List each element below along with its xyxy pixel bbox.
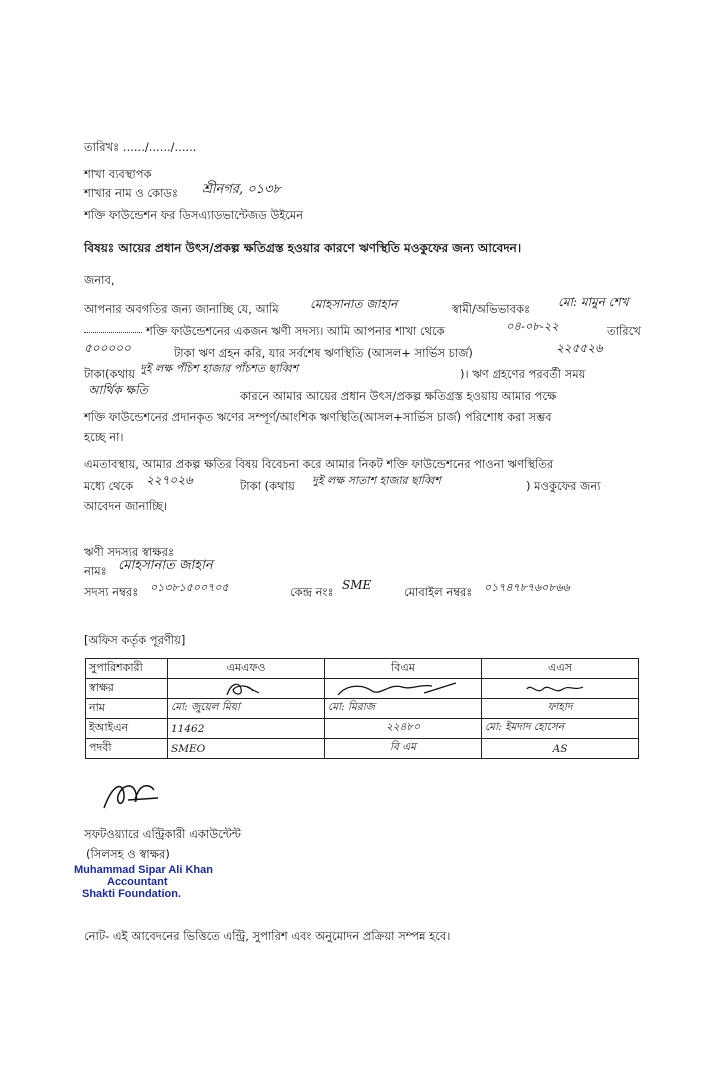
- as-ein: মো: ইমদাদ হোসেন: [482, 719, 639, 739]
- center-label: কেন্দ্র নংঃ: [290, 585, 334, 599]
- accountant-role: সফটওয়্যারে এন্ট্রিকারী একাউন্টেন্ট: [84, 827, 241, 841]
- applicant-name: মোহসানাত জাহান: [310, 297, 398, 311]
- salutation: জনাব,: [84, 273, 115, 287]
- mfo-name: মো: জুয়েল মিয়া: [168, 699, 325, 719]
- bm-name: মো: মিরাজ: [325, 699, 482, 719]
- organization: শক্তি ফাউন্ডেশন ফর ডিসএ্যাডভান্টেজড উইমেন: [84, 208, 304, 222]
- branch-label: শাখার নাম ও কোডঃ: [84, 186, 179, 200]
- member-no-value: ০১৩৮১৫০০৭০৫: [150, 581, 229, 594]
- col-header-as: এএস: [482, 659, 639, 679]
- dots-a: [84, 322, 142, 336]
- row-label: স্বাক্ষর: [86, 679, 168, 699]
- p1-text-b: স্বামী/অভিভাবকঃ: [452, 302, 531, 316]
- guardian-name: মো: মামুন শেখ: [558, 295, 629, 309]
- loan-date: ০৪-০৮-২২: [506, 319, 559, 333]
- p1-text-j: হচ্ছে না।: [84, 430, 124, 444]
- p1-text-c: শক্তি ফাউন্ডেশনের একজন ঋণী সদস্য। আমি আপনার শাখা থেকে: [146, 324, 445, 338]
- member-name-value: মোহসানাত জাহান: [118, 558, 213, 573]
- bm-ein: ২২৪৮০: [325, 719, 482, 739]
- member-signature-label: ঋণী সদস্যর স্বাক্ষরঃ: [84, 545, 175, 559]
- waiver-amount: ২২৭০২৬: [146, 473, 193, 487]
- reason: আর্থিক ক্ষতি: [88, 383, 148, 397]
- p1-text-g: )। ঋণ গ্রহণের পরবর্তী সময়: [460, 367, 586, 381]
- bm-signature: [325, 679, 482, 699]
- balance-words: দুই লক্ষ পঁচিশ হাজার পাঁচশত ছাব্বিশ: [140, 362, 299, 375]
- p2-text-c: টাকা (কথায়: [240, 479, 295, 493]
- as-signature: [482, 679, 639, 699]
- as-name: ফাহাদ: [482, 699, 639, 719]
- table-row: [86, 659, 639, 679]
- stamp-org: Shakti Foundation.: [82, 888, 181, 900]
- member-no-label: সদস্য নম্বরঃ: [84, 585, 139, 599]
- p2-text-a: এমতাবস্থায়, আমার প্রকল্প ক্ষতির বিষয় বিবেচনা করে আমার নিকট শক্তি ফাউন্ডেশনের পাওনা ঋণস্থিতির: [84, 457, 554, 471]
- center-value: SME: [342, 578, 372, 592]
- row-label: নাম: [86, 699, 168, 719]
- p1-text-h: কারনে আমার আয়ের প্রধান উৎস/প্রকল্প ক্ষতিগ্রস্ত হওয়ায় আমার পক্ষে: [240, 389, 557, 403]
- member-name-label: নামঃ: [84, 564, 107, 578]
- p1-text-d: তারিখে: [607, 324, 641, 338]
- table-row: [86, 739, 639, 759]
- mfo-signature: [168, 679, 325, 699]
- mfo-ein: 11462: [168, 719, 325, 739]
- stamp-title: Accountant: [107, 876, 168, 888]
- stamp-name: Muhammad Sipar Ali Khan: [74, 864, 213, 876]
- loan-amount: ৫০০০০০: [84, 341, 131, 355]
- waiver-words: দুই লক্ষ সাতাশ হাজার ছাব্বিশ: [312, 474, 441, 487]
- date-line: তারিখঃ ....../....../......: [84, 140, 197, 154]
- recipient: শাখা ব্যবস্থাপক: [84, 167, 152, 181]
- p1-text-e: টাকা ঋণ গ্রহন করি, যার সর্বশেষ ঋণস্থিতি (আসল+ সার্ভিস চার্জ): [174, 346, 473, 360]
- table-row: [86, 679, 639, 699]
- as-designation: AS: [482, 739, 639, 759]
- p2-text-d: ) মওকুফের জন্য: [526, 479, 601, 493]
- office-heading: [অফিস কর্তৃক পূরণীয়]: [84, 633, 186, 647]
- accountant-stamp: [74, 864, 213, 900]
- branch-value: শ্রীনগর, ০১৩৮: [202, 182, 281, 197]
- p1-text-f: টাকা(কথায়: [84, 367, 136, 381]
- table-row: [86, 719, 639, 739]
- mfo-designation: SMEO: [168, 739, 325, 759]
- footer-note: নোট- এই আবেদনের ভিত্তিতে এন্ট্রি, সুপারিশ এবং অনুমোদন প্রক্রিয়া সম্পন্ন হবে।: [84, 929, 451, 943]
- p1-text-i: শক্তি ফাউন্ডেশনের প্রদানকৃত ঋণের সম্পূর্ণ/আংশিক ঋণস্থিতি(আসল+সার্ভিস চার্জ) পরিশোধ করা সম্ভব: [84, 410, 552, 424]
- office-table: [85, 658, 639, 759]
- col-header-bm: বিএম: [325, 659, 482, 679]
- balance-amount: ২২৫৫২৬: [556, 341, 603, 355]
- row-label: সুপারিশকারী: [86, 659, 168, 679]
- mobile-value: ০১৭৪৭৮৭৬০৮৬৬: [484, 581, 570, 594]
- subject: বিষয়ঃ আয়ের প্রধান উৎস/প্রকল্প ক্ষতিগ্রস্ত হওয়ার কারণে ঋণস্থিতি মওকুফের জন্য আবেদন।: [84, 241, 522, 255]
- row-label: ইআইএন: [86, 719, 168, 739]
- p2-text-b: মধ্যে থেকে: [84, 479, 134, 493]
- mobile-label: মোবাইল নম্বরঃ: [404, 585, 473, 599]
- row-label: পদবী: [86, 739, 168, 759]
- p1-text-a: আপনার অবগতির জন্য জানাচ্ছি যে, আমি: [84, 302, 279, 316]
- bm-designation: বি এম: [325, 739, 482, 759]
- p2-text-e: আবেদন জানাচ্ছি।: [84, 499, 168, 513]
- seal-note: (সিলসহ ও স্বাক্ষর): [86, 847, 170, 861]
- accountant-signature: [98, 776, 168, 816]
- col-header-mfo: এমএফও: [168, 659, 325, 679]
- table-row: [86, 699, 639, 719]
